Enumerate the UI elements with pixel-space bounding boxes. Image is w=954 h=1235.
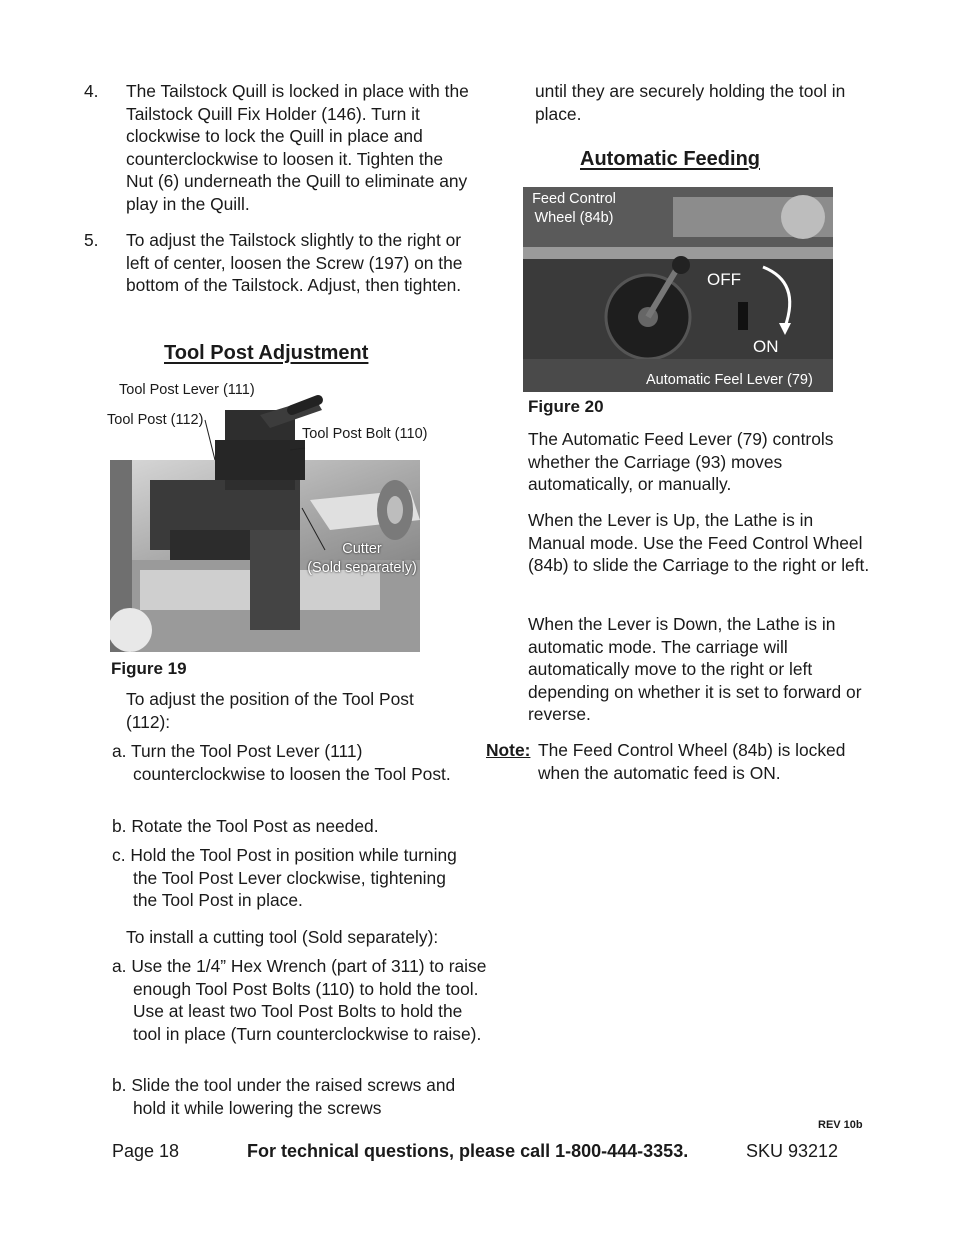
feed-para-3: When the Lever is Down, the Lathe is in automatic mode. The carriage will automatically move to the right or left depending on whether it is set to forward or reverse.: [528, 614, 862, 725]
sku: SKU 93212: [746, 1141, 839, 1161]
page-number: Page 18: [112, 1141, 180, 1161]
on-label: ON: [753, 337, 779, 356]
install-step-a: a. Use the 1/4” Hex Wrench (part of 311) to raise enough Tool Post Bolts (110) to hold the tool. Use at least two Tool Post Bolts to hold the tool in place (Turn counterclockwise to raise).: [112, 956, 487, 1044]
cutter-label: [303, 540, 421, 578]
tool-post-adjustment-heading: Tool Post Adjustment: [164, 342, 369, 364]
note-label: Note:: [486, 740, 531, 760]
off-label: OFF: [707, 270, 741, 289]
step-4-text: The Tailstock Quill is locked in place with the Tailstock Quill Fix Holder (146). Turn it clockwise to lock the Quill in place and counterclockwise to loosen it. Tighten the Nut (6) underneath the Quill to eliminate any play in the Quill.: [126, 81, 469, 214]
step-5-text: To adjust the Tailstock slightly to the right or left of center, loosen the Screw (197) on the bottom of the Tailstock. Adjust, then tighten.: [126, 230, 463, 296]
adjust-step-b: b. Rotate the Tool Post as needed.: [112, 816, 379, 836]
feed-control-wheel-label: [526, 190, 622, 228]
note-block: [486, 739, 881, 784]
install-step-b: b. Slide the tool under the raised screws and hold it while lowering the screws: [112, 1075, 456, 1118]
cutter-label-line1: Cutter: [342, 541, 382, 557]
automatic-feed-lever-label: Automatic Feel Lever (79): [646, 372, 813, 388]
cutter-label-line2: (Sold separately): [307, 560, 417, 576]
tool-post-bolt-label: Tool Post Bolt (110): [302, 426, 428, 442]
tool-post-lever-label: Tool Post Lever (111): [119, 382, 255, 398]
adjust-intro: To adjust the position of the Tool Post (112):: [126, 689, 414, 732]
feed-para-2: When the Lever is Up, the Lathe is in Manual mode. Use the Feed Control Wheel (84b) to slide the Carriage to the right or left.: [528, 510, 870, 576]
install-intro: To install a cutting tool (Sold separately):: [126, 927, 439, 947]
tool-post-label: Tool Post (112): [107, 412, 204, 428]
technical-phone: For technical questions, please call 1-800-444-3353.: [247, 1141, 689, 1161]
adjust-step-c: c. Hold the Tool Post in position while turning the Tool Post Lever clockwise, tightening the Tool Post in place.: [112, 845, 457, 911]
automatic-feeding-heading: Automatic Feeding: [580, 148, 761, 170]
figure-19-caption: Figure 19: [111, 659, 187, 678]
feed-control-wheel-label-line1: Feed Control: [532, 191, 616, 207]
figure-20-caption: Figure 20: [528, 397, 604, 416]
step-5-number: 5.: [84, 230, 99, 250]
step-4-number: 4.: [84, 81, 99, 101]
feed-para-1: The Automatic Feed Lever (79) controls whether the Carriage (93) moves automatically, or manually.: [528, 429, 834, 495]
note-text: The Feed Control Wheel (84b) is locked when the automatic feed is ON.: [538, 740, 846, 783]
revision-label: REV 10b: [818, 1119, 863, 1131]
feed-control-wheel-label-line2: Wheel (84b): [534, 210, 614, 226]
continued-text: until they are securely holding the tool in place.: [535, 81, 846, 124]
adjust-step-a: a. Turn the Tool Post Lever (111) counterclockwise to loosen the Tool Post.: [112, 741, 451, 784]
